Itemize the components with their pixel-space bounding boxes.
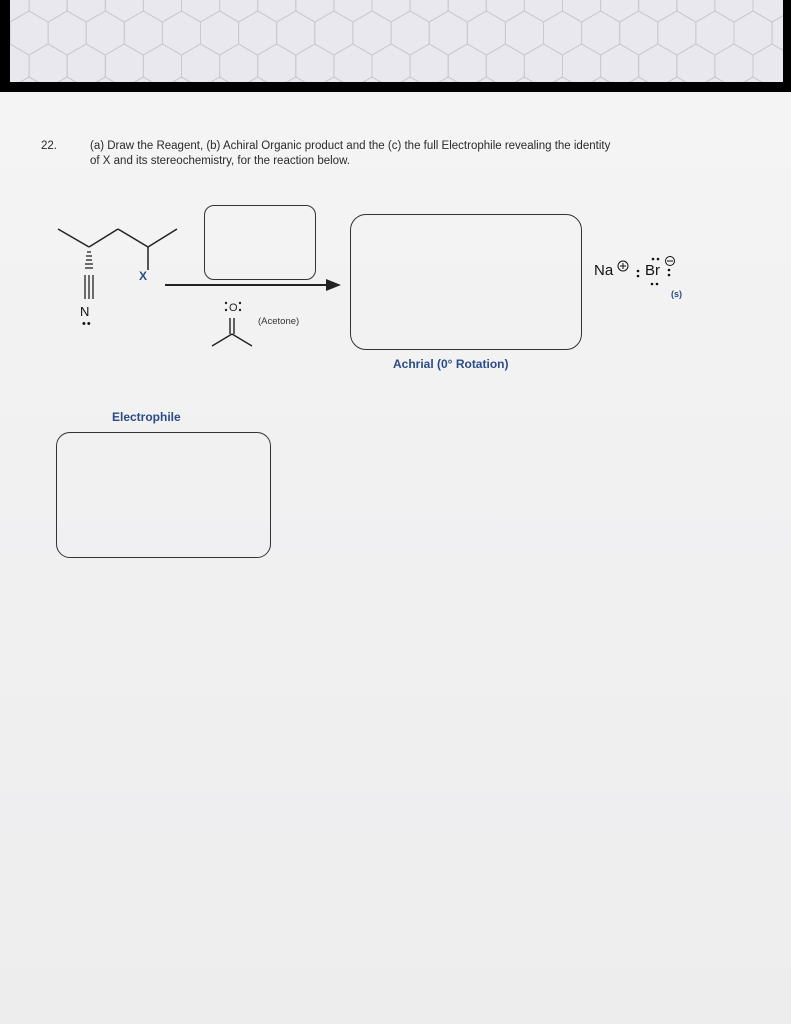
state-label: (s) xyxy=(671,289,682,299)
question-line-1: (a) Draw the Reagent, (b) Achiral Organic product and the (c) the full Electrophile revealing the identity xyxy=(90,140,611,152)
solvent-label: (Acetone) xyxy=(258,316,300,327)
positive-charge-icon xyxy=(618,261,628,271)
screen-background xyxy=(10,0,783,82)
nitrile-triple-bond xyxy=(85,275,93,299)
negative-charge-icon xyxy=(666,257,675,266)
hexagon-pattern xyxy=(10,0,783,82)
worksheet-page xyxy=(0,92,791,1024)
leaving-group-x: X xyxy=(139,269,148,283)
nitrogen-atom: N xyxy=(80,304,90,319)
sodium-cation: Na xyxy=(594,262,614,279)
acetone-structure xyxy=(212,318,252,346)
product-label: Achrial (0° Rotation) xyxy=(393,357,509,371)
reaction-arrow xyxy=(165,279,341,291)
question-line-2: of X and its stereochemistry, for the reaction below. xyxy=(90,155,350,167)
electrophile-label: Electrophile xyxy=(112,410,181,424)
hashed-wedge-bond xyxy=(85,252,93,268)
electrophile-answer-box[interactable] xyxy=(56,432,271,558)
question-number: 22. xyxy=(41,140,57,152)
bromide-anion: Br xyxy=(645,262,660,279)
oxygen-atom: O xyxy=(229,302,238,314)
substrate-structure xyxy=(58,229,177,270)
product-answer-box[interactable] xyxy=(350,214,582,350)
reagent-answer-box[interactable] xyxy=(204,205,316,280)
nitrogen-lone-pair: •• xyxy=(82,318,92,330)
